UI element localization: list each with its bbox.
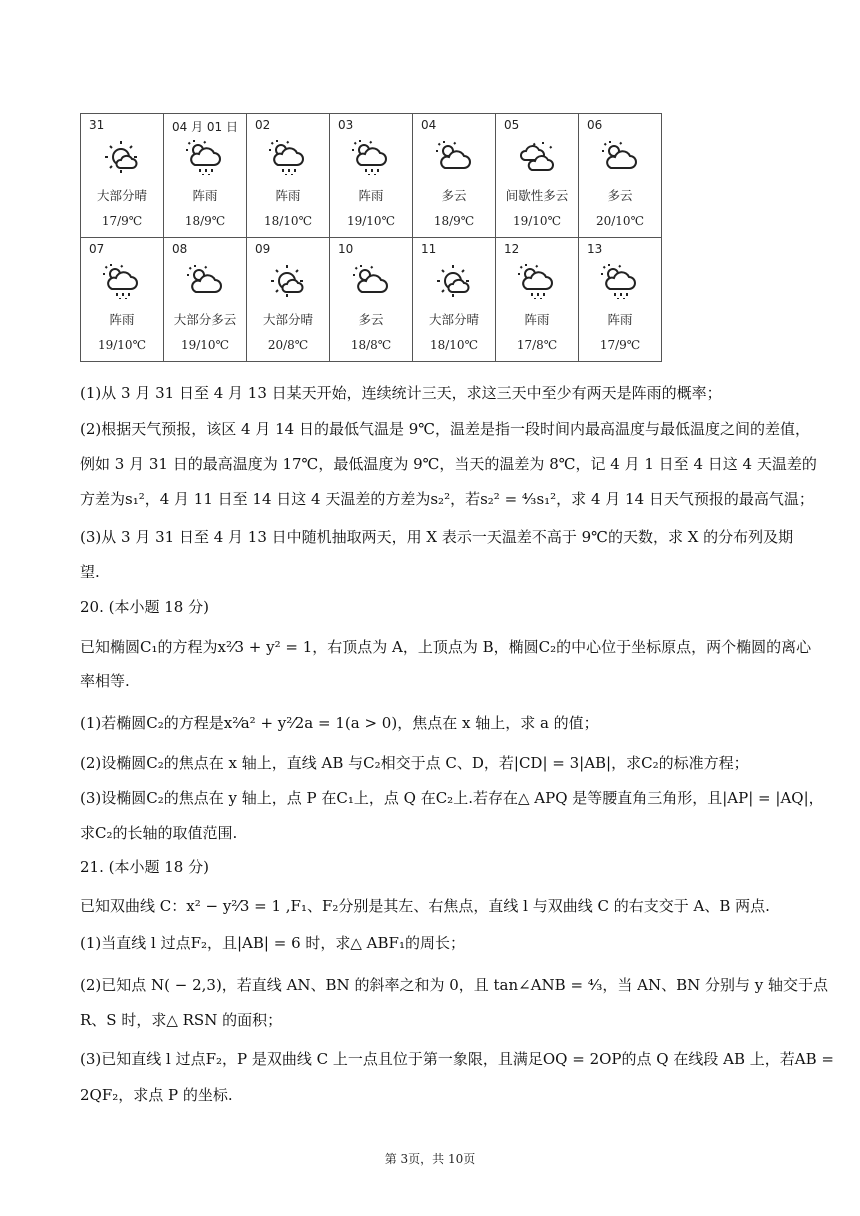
day-date: 02 (255, 118, 271, 132)
q19-part2-line3: 方差为s₁²，4 月 11 日至 14 日这 4 天温差的方差为s₂²，若s₂² = ⁴⁄₃s₁²，求 4 月 14 日天气预报的最高气温； (80, 490, 814, 508)
q19-part3-line1: (3)从 3 月 31 日至 4 月 13 日中随机抽取两天，用 X 表示一天温差不高于 9℃的天数，求 X 的分布列及期 (80, 528, 794, 546)
q21-part2-line2: R、S 时，求△ RSN 的面积； (80, 1011, 283, 1029)
weather-row (81, 114, 662, 238)
day-condition: 多云 (441, 188, 467, 203)
q20-part2: (2)设椭圆C₂的焦点在 x 轴上，直线 AB 与C₂相交于点 C、D，若|CD| = 3|AB|，求C₂的标准方程； (80, 754, 749, 772)
day-temperature: 19/10℃ (180, 338, 229, 352)
day-temperature: 20/10℃ (595, 214, 644, 228)
day-temperature: 18/9℃ (433, 214, 475, 228)
day-temperature: 17/9℃ (101, 214, 143, 228)
q21-part2-line1: (2)已知点 N( − 2,3)，若直线 AN、BN 的斜率之和为 0，且 tan∠ANB = ⁴⁄₃，当 AN、BN 分别与 y 轴交于点 (80, 976, 828, 994)
day-temperature: 18/10℃ (429, 338, 478, 352)
day-date: 06 (587, 118, 603, 132)
weather-day-cell (496, 114, 579, 238)
day-condition: 间歇性多云 (505, 188, 569, 203)
q20-part3-line1: (3)设椭圆C₂的焦点在 y 轴上，点 P 在C₁上，点 Q 在C₂上.若存在△ APQ 是等腰直角三角形，且|AP| = |AQ|， (80, 789, 824, 807)
day-condition: 大部分晴 (96, 188, 147, 203)
q20-heading: 20. (本小题 18 分) (80, 598, 209, 616)
day-date: 04 月 01 日 (172, 120, 238, 134)
weather-day-cell (413, 238, 496, 362)
page-footer: 第 3页，共 10页 (384, 1152, 476, 1166)
weather-day-cell (247, 114, 330, 238)
weather-forecast-table (80, 113, 662, 362)
day-temperature: 18/9℃ (184, 214, 226, 228)
day-temperature: 20/8℃ (267, 338, 309, 352)
weather-row (81, 238, 662, 362)
q19-part3-line2: 望. (80, 563, 100, 581)
q20-part3-line2: 求C₂的长轴的取值范围. (80, 824, 238, 842)
day-temperature: 17/9℃ (599, 338, 641, 352)
intermittent-cloud-icon (517, 138, 557, 178)
day-condition: 阵雨 (607, 312, 633, 327)
weather-day-cell (413, 114, 496, 238)
day-date: 09 (255, 242, 271, 256)
cloudy-icon (185, 262, 225, 302)
day-condition: 多云 (607, 188, 633, 203)
shower-rain-icon (102, 262, 142, 302)
day-condition: 多云 (358, 312, 384, 327)
day-date: 10 (338, 242, 354, 256)
day-date: 12 (504, 242, 520, 256)
day-date: 13 (587, 242, 603, 256)
shower-rain-icon (268, 138, 308, 178)
shower-rain-icon (517, 262, 557, 302)
weather-day-cell (247, 238, 330, 362)
cloudy-icon (600, 138, 640, 178)
weather-day-cell (579, 114, 662, 238)
day-temperature: 19/10℃ (346, 214, 395, 228)
shower-rain-icon (600, 262, 640, 302)
q21-part3-line2: 2QF₂，求点 P 的坐标. (80, 1086, 233, 1104)
q21-part1: (1)当直线 l 过点F₂，且|AB| = 6 时，求△ ABF₁的周长； (80, 934, 465, 952)
day-date: 04 (421, 118, 437, 132)
partly-cloudy-sun-icon (102, 138, 142, 178)
weather-day-cell (164, 114, 247, 238)
weather-day-cell (81, 114, 164, 238)
day-date: 11 (421, 242, 437, 256)
day-condition: 阵雨 (524, 312, 550, 327)
day-date: 03 (338, 118, 354, 132)
q19-part2-line2: 例如 3 月 31 日的最高温度为 17℃，最低温度为 9℃，当天的温差为 8℃，记 4 月 1 日至 4 日这 4 天温差的 (80, 455, 817, 473)
q21-heading: 21. (本小题 18 分) (80, 858, 209, 876)
day-temperature: 18/8℃ (350, 338, 392, 352)
day-condition: 大部分晴 (262, 312, 313, 327)
weather-day-cell (81, 238, 164, 362)
shower-rain-icon (185, 138, 225, 178)
q20-stem-line1: 已知椭圆C₁的方程为x²⁄3 + y² = 1，右顶点为 A，上顶点为 B，椭圆C₂的中心位于坐标原点，两个椭圆的离心 (80, 638, 812, 656)
day-condition: 阵雨 (358, 188, 384, 203)
day-condition: 阵雨 (109, 312, 135, 327)
day-condition: 大部分多云 (173, 312, 237, 327)
weather-day-cell (330, 114, 413, 238)
day-condition: 大部分晴 (428, 312, 479, 327)
q21-stem: 已知双曲线 C：x² − y²⁄3 = 1 ,F₁、F₂分别是其左、右焦点，直线 l 与双曲线 C 的右支交于 A、B 两点. (80, 897, 770, 915)
shower-rain-icon (351, 138, 391, 178)
q19-part2-line1: (2)根据天气预报，该区 4 月 14 日的最低气温是 9℃，温差是指一段时间内最高温度与最低温度之间的差值， (80, 420, 811, 438)
cloudy-icon (434, 138, 474, 178)
partly-cloudy-sun-icon (268, 262, 308, 302)
day-condition: 阵雨 (275, 188, 301, 203)
weather-day-cell (496, 238, 579, 362)
day-date: 31 (89, 118, 105, 132)
day-temperature: 17/8℃ (516, 338, 558, 352)
day-temperature: 19/10℃ (97, 338, 146, 352)
q19-part1: (1)从 3 月 31 日至 4 月 13 日某天开始，连续统计三天，求这三天中至少有两天是阵雨的概率； (80, 384, 722, 402)
day-temperature: 19/10℃ (512, 214, 561, 228)
day-date: 05 (504, 118, 520, 132)
q20-stem-line2: 率相等. (80, 672, 130, 690)
q21-part3-line1: (3)已知直线 l 过点F₂，P 是双曲线 C 上一点且位于第一象限，且满足OQ = 2OP的点 Q 在线段 AB 上，若AB = (80, 1050, 834, 1068)
partly-cloudy-sun-icon (434, 262, 474, 302)
weather-day-cell (164, 238, 247, 362)
day-condition: 阵雨 (192, 188, 218, 203)
day-date: 07 (89, 242, 105, 256)
weather-day-cell (579, 238, 662, 362)
day-date: 08 (172, 242, 188, 256)
q20-part1: (1)若椭圆C₂的方程是x²⁄a² + y²⁄2a = 1(a > 0)，焦点在 x 轴上，求 a 的值； (80, 714, 599, 732)
cloudy-icon (351, 262, 391, 302)
day-temperature: 18/10℃ (263, 214, 312, 228)
weather-day-cell (330, 238, 413, 362)
